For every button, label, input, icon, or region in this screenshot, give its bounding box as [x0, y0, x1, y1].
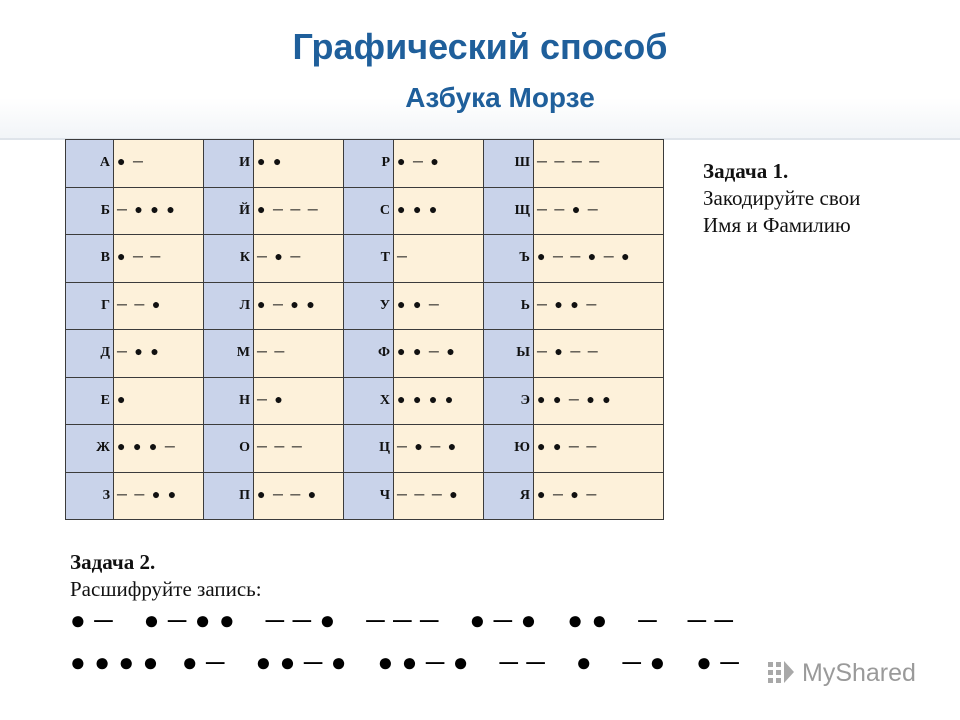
task-2-text: Расшифруйте запись: [70, 577, 262, 601]
code-cell: ─ ● ─ [254, 235, 344, 283]
code-cell: ─ ─ ● ● [114, 472, 204, 520]
code-cell: ● ─ ─ [114, 235, 204, 283]
task-1-title: Задача 1. [703, 159, 789, 183]
letter-cell: В [66, 235, 114, 283]
task-1 [703, 158, 943, 239]
table-row [66, 187, 664, 235]
letter-cell: С [344, 187, 394, 235]
letter-cell: Ц [344, 425, 394, 473]
letter-cell: З [66, 472, 114, 520]
letter-cell: Ф [344, 330, 394, 378]
letter-cell: М [204, 330, 254, 378]
code-cell: ● ● ─ [394, 282, 484, 330]
table-row [66, 425, 664, 473]
table-row [66, 472, 664, 520]
code-cell: ─ ─ ● ─ [534, 187, 664, 235]
page-subtitle: Азбука Морзе [405, 82, 595, 113]
code-cell: ● ─ ● ─ [534, 472, 664, 520]
header-band [0, 0, 960, 140]
code-cell: ● ● ─ ● [394, 330, 484, 378]
code-cell: ─ ● [254, 377, 344, 425]
code-cell: ● ─ ● ● [254, 282, 344, 330]
letter-cell: Х [344, 377, 394, 425]
letter-cell: Е [66, 377, 114, 425]
letter-cell: Л [204, 282, 254, 330]
letter-cell: Ь [484, 282, 534, 330]
myshared-logo[interactable] [766, 656, 916, 690]
letter-cell: Ю [484, 425, 534, 473]
code-cell: ─ ─ ─ [254, 425, 344, 473]
letter-cell: Т [344, 235, 394, 283]
code-cell: ● ● ● ─ [114, 425, 204, 473]
task-1-line-1: Закодируйте свои [703, 186, 861, 210]
logo-name: MyShared [802, 658, 916, 687]
letter-cell: Э [484, 377, 534, 425]
code-cell: ─ [394, 235, 484, 283]
code-cell: ─ ● ● [114, 330, 204, 378]
task-2-title: Задача 2. [70, 550, 156, 574]
letter-cell: Й [204, 187, 254, 235]
code-cell: ─ ─ [254, 330, 344, 378]
letter-cell: П [204, 472, 254, 520]
code-cell: ─ ● ● ─ [534, 282, 664, 330]
code-cell: ● ─ ─ ─ [254, 187, 344, 235]
letter-cell: Ы [484, 330, 534, 378]
letter-cell: Д [66, 330, 114, 378]
letter-cell: Ж [66, 425, 114, 473]
code-cell: ● ● ─ ─ [534, 425, 664, 473]
morse-code-line-2: ● ● ● ● ● ─ ● ● ─ ● ● ● ─ ● ─ ─ ● ─ ● ● ─ [70, 648, 740, 677]
table-row [66, 377, 664, 425]
letter-cell: Щ [484, 187, 534, 235]
code-cell: ● ● [254, 140, 344, 188]
task-2 [70, 549, 770, 603]
table-row [66, 140, 664, 188]
table-row [66, 330, 664, 378]
code-cell: ─ ─ ● [114, 282, 204, 330]
letter-cell: Н [204, 377, 254, 425]
letter-cell: И [204, 140, 254, 188]
code-cell: ─ ● ● ● [114, 187, 204, 235]
code-cell: ─ ● ─ ● [394, 425, 484, 473]
letter-cell: А [66, 140, 114, 188]
letter-cell: Ш [484, 140, 534, 188]
letter-cell: Р [344, 140, 394, 188]
letter-cell: Ч [344, 472, 394, 520]
code-cell: ● ─ [114, 140, 204, 188]
myshared-logo-icon [766, 658, 796, 688]
code-cell: ● ─ ● [394, 140, 484, 188]
task-1-line-2: Имя и Фамилию [703, 213, 851, 237]
letter-cell: У [344, 282, 394, 330]
morse-table [65, 139, 664, 520]
page-title: Графический способ [292, 26, 668, 67]
table-row [66, 235, 664, 283]
code-cell: ● ─ ─ ● [254, 472, 344, 520]
table-row [66, 282, 664, 330]
code-cell: ● ● ● ● [394, 377, 484, 425]
letter-cell: К [204, 235, 254, 283]
code-cell: ● ─ ─ ● ─ ● [534, 235, 664, 283]
code-cell: ─ ─ ─ ● [394, 472, 484, 520]
letter-cell: Б [66, 187, 114, 235]
code-cell: ● ● ─ ● ● [534, 377, 664, 425]
code-cell: ─ ─ ─ ─ [534, 140, 664, 188]
code-cell: ─ ● ─ ─ [534, 330, 664, 378]
letter-cell: Я [484, 472, 534, 520]
letter-cell: Ъ [484, 235, 534, 283]
letter-cell: Г [66, 282, 114, 330]
letter-cell: О [204, 425, 254, 473]
morse-code-line-1: ● ─ ● ─ ● ● ─ ─ ● ─ ─ ─ ● ─ ● ● ● ─ ─ ─ [70, 606, 734, 635]
code-cell: ● [114, 377, 204, 425]
code-cell: ● ● ● [394, 187, 484, 235]
